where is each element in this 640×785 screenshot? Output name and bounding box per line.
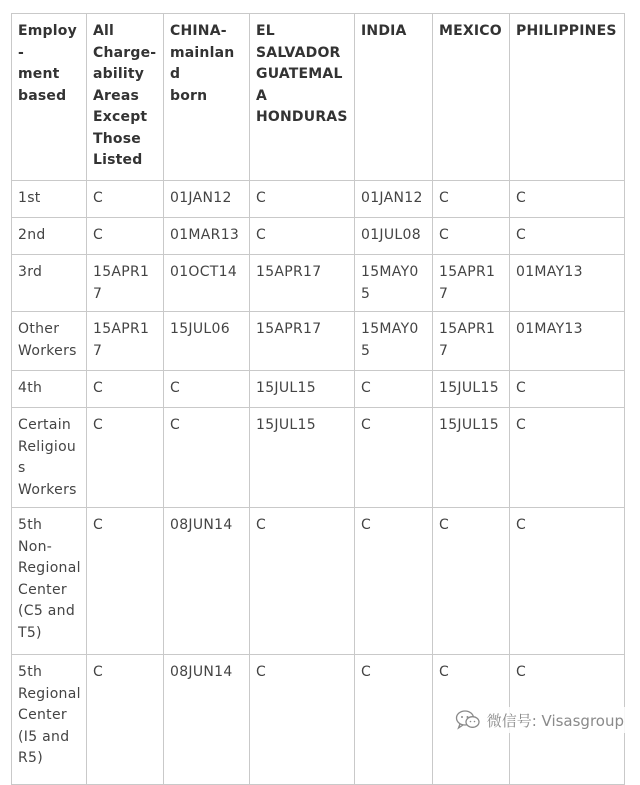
table-cell: C [87, 371, 164, 408]
row-label: Certain Religious Workers [12, 408, 87, 508]
row-label: 1st [12, 181, 87, 218]
table-cell: C [510, 655, 625, 785]
table-cell: C [510, 181, 625, 218]
row-label: 5th Non- Regional Center (C5 and T5) [12, 508, 87, 655]
table-cell: C [250, 218, 355, 255]
header-employment-based: Employ- ment based [12, 14, 87, 181]
table-cell: C [355, 371, 433, 408]
table-row [12, 218, 625, 255]
table-cell: 01MAR13 [164, 218, 250, 255]
table-cell: 15APR17 [433, 312, 510, 371]
table-cell: C [433, 181, 510, 218]
table-row [12, 312, 625, 371]
table-cell: 15JUL15 [433, 371, 510, 408]
header-row [12, 14, 625, 181]
header-india: INDIA [355, 14, 433, 181]
table-cell: 15APR17 [433, 255, 510, 312]
table-cell: C [433, 218, 510, 255]
table-cell: C [355, 508, 433, 655]
table-row [12, 508, 625, 655]
table-cell: 15APR17 [250, 255, 355, 312]
table-cell: C [87, 181, 164, 218]
table-row [12, 255, 625, 312]
table-row [12, 181, 625, 218]
table-cell: 15JUL15 [250, 408, 355, 508]
table-cell: C [433, 508, 510, 655]
wechat-icon [455, 709, 481, 731]
header-china: CHINA- mainland born [164, 14, 250, 181]
wechat-watermark [451, 707, 628, 733]
table-cell: C [87, 408, 164, 508]
table-cell: 15JUL15 [250, 371, 355, 408]
table-cell: 01MAY13 [510, 255, 625, 312]
table-cell: 08JUN14 [164, 655, 250, 785]
header-philippines: PHILIPPINES [510, 14, 625, 181]
table-cell: C [164, 408, 250, 508]
table-cell: 01JUL08 [355, 218, 433, 255]
header-all-chargeability: All Charge- ability Areas Except Those Listed [87, 14, 164, 181]
table-row [12, 408, 625, 508]
table-cell: C [250, 655, 355, 785]
watermark-text: 微信号: Visasgroup [486, 711, 624, 730]
table-cell: 15JUL06 [164, 312, 250, 371]
row-label: 2nd [12, 218, 87, 255]
table-cell: 15MAY05 [355, 312, 433, 371]
row-label: 3rd [12, 255, 87, 312]
header-el-salvador-guatemala-honduras: EL SALVADOR GUATEMALA HONDURAS [250, 14, 355, 181]
table-cell: C [87, 218, 164, 255]
table-cell: C [87, 655, 164, 785]
table-cell: C [355, 408, 433, 508]
table-cell: C [250, 508, 355, 655]
table-cell: 15APR17 [87, 312, 164, 371]
table-cell: 01JAN12 [164, 181, 250, 218]
table-cell: C [87, 508, 164, 655]
visa-bulletin-table [11, 13, 625, 785]
table-cell: 15MAY05 [355, 255, 433, 312]
table-cell: C [510, 508, 625, 655]
row-label: 5th Regional Center (I5 and R5) [12, 655, 87, 785]
table-cell: 01JAN12 [355, 181, 433, 218]
table-cell: C [250, 181, 355, 218]
row-label: Other Workers [12, 312, 87, 371]
table-cell: C [355, 655, 433, 785]
table-cell: C [510, 408, 625, 508]
table-cell: C [510, 371, 625, 408]
table-cell: C [164, 371, 250, 408]
table-cell: 15APR17 [87, 255, 164, 312]
table-row [12, 371, 625, 408]
table-cell: C [510, 218, 625, 255]
table-cell: 08JUN14 [164, 508, 250, 655]
table-cell: 01OCT14 [164, 255, 250, 312]
table-cell: 15APR17 [250, 312, 355, 371]
table-cell: 15JUL15 [433, 408, 510, 508]
table-cell: 01MAY13 [510, 312, 625, 371]
header-mexico: MEXICO [433, 14, 510, 181]
row-label: 4th [12, 371, 87, 408]
table-cell: C [433, 655, 510, 785]
